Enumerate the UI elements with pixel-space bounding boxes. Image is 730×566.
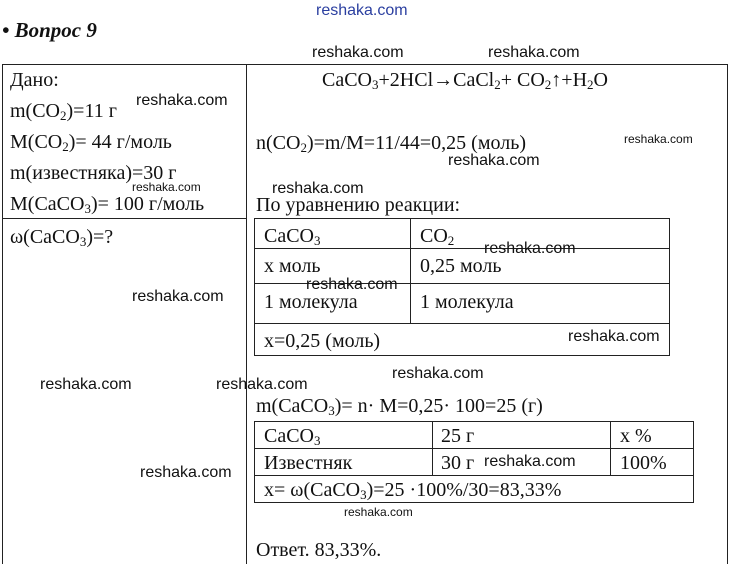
given-m-limestone: m(известняка)=30 г: [10, 162, 177, 184]
percent-table-col-line: [610, 421, 611, 475]
watermark: reshaka.com: [344, 505, 413, 519]
by-equation-label: По уравнению реакции:: [256, 194, 461, 216]
given-label: Дано:: [10, 69, 59, 91]
ratio-table-row-line: [254, 248, 670, 249]
m-caco3-line: m(CaCO$_3$)= n· M=0,25· 100=25 (г): [256, 395, 543, 418]
percent-table-cell: 25 г: [441, 425, 475, 447]
find-omega: ω(CaCO$_3$)=?: [10, 226, 114, 249]
ratio-table-row-line: [254, 323, 670, 324]
reaction-equation: CaCO$_3$+2HCl→CaCl$_2$+ $CO_2↑+H_2O$: [322, 69, 608, 92]
watermark: reshaka.com: [484, 453, 576, 470]
watermark: reshaka.com: [132, 288, 224, 305]
watermark: reshaka.com: [484, 240, 576, 257]
watermark: reshaka.com: [40, 376, 132, 393]
watermark: reshaka.com: [392, 365, 484, 382]
frame-left-line: [2, 64, 3, 564]
ratio-table-cell: 1 молекула: [420, 291, 514, 313]
n-co2-line: $n(CO_2)=m/M=11/44=0,25$ (моль): [256, 132, 526, 155]
percent-table-cell: x %: [620, 425, 652, 447]
answer-line: Ответ. 83,33%.: [256, 539, 382, 561]
ratio-table-header-caco3: CaCO$_3$: [264, 225, 321, 248]
given-molar-co2: $M(CO_2)= 44$ г/моль: [10, 131, 172, 154]
percent-table-result: x= ω(CaCO$_3$)=25 ·100%/30=83,33%: [264, 479, 562, 502]
percent-table-col-line: [432, 421, 433, 475]
ratio-table-result: x=0,25 (моль): [264, 330, 381, 352]
watermark: reshaka.com: [216, 376, 308, 393]
percent-table-cell: 100%: [620, 452, 667, 474]
watermark: reshaka.com: [132, 180, 201, 194]
watermark: reshaka.com: [624, 132, 693, 146]
ratio-table-cell: 0,25 моль: [420, 255, 502, 277]
site-watermark-top: reshaka.com: [316, 2, 408, 19]
ratio-table-cell: 1 молекула: [264, 291, 358, 313]
percent-table-cell: 30 г: [441, 452, 475, 474]
given-bottom-line: [2, 218, 246, 219]
percent-table-cell: Известняк: [264, 452, 353, 474]
percent-table-row-line: [254, 475, 694, 476]
watermark: reshaka.com: [306, 276, 398, 293]
percent-table-cell: CaCO$_3$: [264, 425, 321, 448]
watermark: reshaka.com: [272, 180, 364, 197]
watermark: reshaka.com: [312, 44, 404, 61]
given-m-co2: $m(CO_2)=11$ г: [10, 100, 117, 123]
ratio-table-cell: x моль: [264, 255, 321, 277]
question-title: • Вопрос 9: [2, 18, 97, 42]
ratio-table-col-line: [410, 218, 411, 323]
given-molar-caco3: M(CaCO$_3$)= 100 г/моль: [10, 193, 205, 216]
watermark: reshaka.com: [448, 152, 540, 169]
watermark: reshaka.com: [568, 328, 660, 345]
ratio-table-header-co2: $CO_2$: [420, 225, 455, 248]
watermark: reshaka.com: [140, 464, 232, 481]
watermark: reshaka.com: [136, 92, 228, 109]
percent-table-row-line: [254, 448, 694, 449]
frame-divider-line: [246, 64, 247, 564]
watermark: reshaka.com: [488, 44, 580, 61]
frame-right-line: [727, 64, 728, 564]
frame-top-line: [2, 64, 728, 65]
